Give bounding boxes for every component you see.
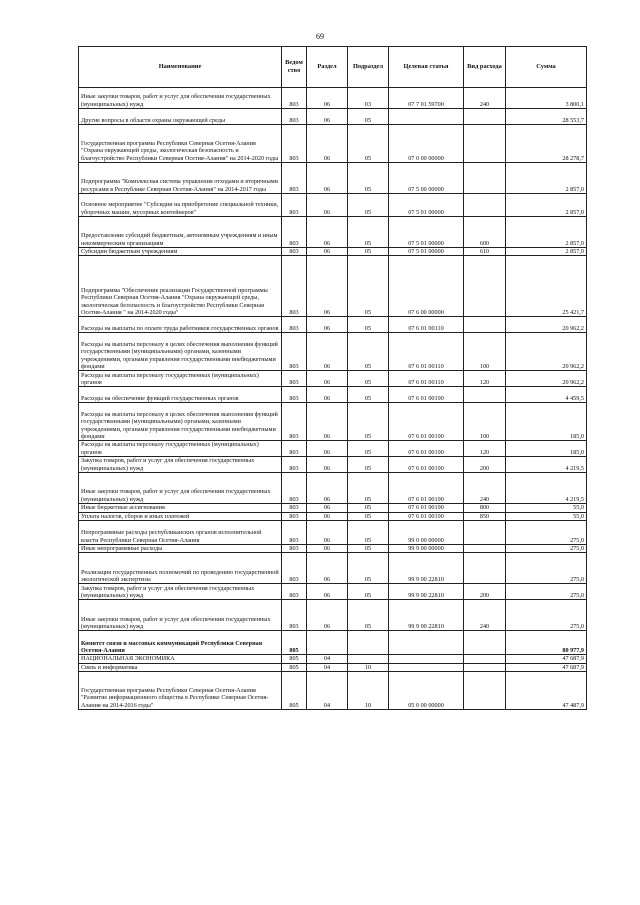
cell-vid [464,553,506,584]
cell-ved: 803 [282,457,307,473]
cell-ved: 805 [282,655,307,663]
cell-ved: 803 [282,333,307,371]
cell-razdel: 06 [307,387,348,403]
cell-podrazdel: 05 [348,521,389,545]
cell-razdel: 06 [307,584,348,600]
cell-podrazdel: 05 [348,194,389,217]
cell-cel: 07 6 01 00190 [389,403,464,441]
cell-summa: 275,0 [506,545,587,553]
cell-name: Непрограммные расходы республиканских органов исполнительной власти Республики Северная Осетия-Алания [79,521,282,545]
cell-vid [464,545,506,553]
cell-name: Закупка товаров, работ и услуг для обеспечения государственных (муниципальных) нужд [79,457,282,473]
cell-name: Связь и информатика [79,663,282,671]
cell-razdel: 06 [307,600,348,631]
cell-summa: 275,0 [506,600,587,631]
cell-name: Расходы на выплаты по оплате труда работников государственных органов [79,317,282,333]
header-name: Наименование [79,47,282,88]
cell-ved: 803 [282,194,307,217]
table-row [79,217,587,248]
cell-name: Иные бюджетные ассигнования [79,504,282,512]
cell-razdel: 06 [307,256,348,317]
cell-ved: 803 [282,163,307,194]
cell-ved: 803 [282,504,307,512]
cell-podrazdel: 03 [348,88,389,109]
cell-ved: 803 [282,387,307,403]
table-row [79,248,587,256]
cell-podrazdel: 05 [348,403,389,441]
cell-ved: 803 [282,256,307,317]
table-body [79,88,587,710]
cell-podrazdel: 05 [348,545,389,553]
cell-vid [464,521,506,545]
cell-summa: 2 857,0 [506,248,587,256]
cell-razdel: 04 [307,672,348,710]
cell-name: Расходы на выплаты персоналу государственных (муниципальных) органов [79,441,282,457]
table-row [79,504,587,512]
table-row [79,457,587,473]
table-row [79,441,587,457]
cell-summa: 55,0 [506,512,587,520]
cell-cel: 07 6 01 00190 [389,441,464,457]
cell-razdel: 06 [307,473,348,504]
cell-podrazdel: 05 [348,553,389,584]
table-row [79,663,587,671]
cell-podrazdel: 05 [348,387,389,403]
cell-podrazdel: 05 [348,256,389,317]
cell-ved: 803 [282,125,307,163]
table-row [79,655,587,663]
cell-cel: 07 6 01 00190 [389,504,464,512]
cell-name: Уплата налогов, сборов и иных платежей [79,512,282,520]
cell-name: Подпрограмма "Комплексная система управления отходами и вторичными ресурсами в Республике Северная Осетия-Алания" на 2014-2017 годы [79,163,282,194]
cell-podrazdel: 05 [348,512,389,520]
cell-razdel: 06 [307,194,348,217]
cell-cel [389,663,464,671]
cell-vid: 100 [464,403,506,441]
cell-razdel: 06 [307,545,348,553]
cell-cel: 07 5 01 00000 [389,248,464,256]
cell-ved: 803 [282,109,307,125]
cell-name: Субсидии бюджетным учреждениям [79,248,282,256]
header-podrazdel: Подраздел [348,47,389,88]
cell-vid [464,125,506,163]
cell-vid [464,672,506,710]
cell-razdel: 06 [307,217,348,248]
cell-razdel: 06 [307,371,348,387]
cell-razdel: 06 [307,441,348,457]
cell-podrazdel: 05 [348,109,389,125]
table-row [79,512,587,520]
cell-name: Государственная программа Республики Северная Осетия-Алания "Развитие информационного общества в Республике Северная Осетия-Алания на 2014-2016 годы" [79,672,282,710]
cell-cel: 07 6 01 00110 [389,333,464,371]
cell-ved: 803 [282,403,307,441]
table-row [79,256,587,317]
cell-name: Расходы на выплаты персоналу в целях обеспечения выполнения функций государственными (муниципальными) органами, казенными учреждениями, органами управления государственными внебюджетными фондами [79,403,282,441]
cell-vid [464,631,506,655]
cell-razdel: 06 [307,109,348,125]
cell-ved: 803 [282,553,307,584]
cell-podrazdel: 05 [348,217,389,248]
cell-summa: 185,0 [506,441,587,457]
cell-podrazdel: 05 [348,457,389,473]
cell-razdel: 06 [307,512,348,520]
cell-cel [389,109,464,125]
cell-cel [389,631,464,655]
cell-summa: 4 459,5 [506,387,587,403]
cell-name: Комитет связи и массовых коммуникаций Республики Северная Осетия-Алания [79,631,282,655]
cell-cel: 99 9 00 00000 [389,545,464,553]
cell-cel: 07 5 01 00000 [389,194,464,217]
cell-vid [464,194,506,217]
cell-razdel: 04 [307,655,348,663]
cell-cel [389,655,464,663]
cell-summa: 80 977,9 [506,631,587,655]
cell-podrazdel: 05 [348,473,389,504]
table-row [79,553,587,584]
cell-summa: 2 857,0 [506,217,587,248]
cell-razdel: 06 [307,457,348,473]
cell-ved: 803 [282,584,307,600]
cell-vid: 240 [464,600,506,631]
table-row [79,584,587,600]
cell-podrazdel: 05 [348,584,389,600]
cell-razdel: 06 [307,403,348,441]
cell-razdel: 06 [307,88,348,109]
cell-vid: 240 [464,88,506,109]
cell-name: Реализация государственных полномочий по проведению государственной экологической экспертизы [79,553,282,584]
cell-name: Расходы на обеспечение функций государственных органов [79,387,282,403]
cell-summa: 20 962,2 [506,371,587,387]
cell-name: Расходы на выплаты персоналу в целях обеспечения выполнения функций государственными (муниципальными) органами, казенными учреждениями, органами управления государственными внебюджетными фондами [79,333,282,371]
cell-vid [464,163,506,194]
cell-vid [464,387,506,403]
cell-summa: 185,0 [506,403,587,441]
cell-podrazdel: 05 [348,317,389,333]
cell-razdel [307,631,348,655]
cell-vid: 240 [464,473,506,504]
cell-summa: 28 553,7 [506,109,587,125]
page-number: 69 [316,32,324,41]
cell-summa: 275,0 [506,553,587,584]
cell-summa: 20 962,2 [506,317,587,333]
cell-vid: 120 [464,441,506,457]
cell-cel: 07 6 00 00000 [389,256,464,317]
table-row [79,403,587,441]
cell-podrazdel: 10 [348,672,389,710]
cell-vid: 200 [464,584,506,600]
cell-cel: 07 0 00 00000 [389,125,464,163]
cell-summa: 2 857,0 [506,163,587,194]
cell-summa: 47 487,9 [506,672,587,710]
cell-vid [464,256,506,317]
cell-ved: 803 [282,371,307,387]
cell-cel: 07 5 00 00000 [389,163,464,194]
cell-podrazdel: 05 [348,600,389,631]
cell-podrazdel [348,631,389,655]
cell-ved: 803 [282,248,307,256]
table-row [79,600,587,631]
cell-ved: 803 [282,600,307,631]
cell-name: НАЦИОНАЛЬНАЯ ЭКОНОМИКА [79,655,282,663]
cell-cel: 05 0 00 00000 [389,672,464,710]
table-row [79,109,587,125]
cell-name: Предоставление субсидий бюджетным, автономным учреждениям и иным некоммерческим организациям [79,217,282,248]
cell-cel: 07 6 01 00190 [389,473,464,504]
cell-cel: 07 5 01 00000 [389,217,464,248]
cell-razdel: 06 [307,333,348,371]
table-row [79,317,587,333]
cell-ved: 803 [282,441,307,457]
cell-vid: 200 [464,457,506,473]
cell-razdel: 06 [307,521,348,545]
cell-summa: 275,0 [506,584,587,600]
cell-name: Иные закупки товаров, работ и услуг для обеспечения государственных (муниципальных) нужд [79,88,282,109]
cell-name: Иные непрограммные расходы [79,545,282,553]
table-row [79,473,587,504]
cell-ved: 803 [282,88,307,109]
cell-cel: 07 7 01 59700 [389,88,464,109]
cell-summa: 20 962,2 [506,333,587,371]
cell-name: Другие вопросы в области охраны окружающей среды [79,109,282,125]
cell-vid: 600 [464,217,506,248]
cell-summa: 55,0 [506,504,587,512]
cell-summa: 4 219,5 [506,473,587,504]
cell-podrazdel: 05 [348,504,389,512]
cell-vid: 850 [464,512,506,520]
cell-podrazdel: 05 [348,163,389,194]
cell-vid [464,655,506,663]
table-row [79,521,587,545]
table-row [79,387,587,403]
cell-name: Подпрограмма "Обеспечение реализации Государственной программы Республики Северная Осетия-Алания "Охрана окружающей среды, экологическая безопасность и благоустройство Республики Северная Осетия-Алания " на 2014-2020 годы" [79,256,282,317]
table-row [79,125,587,163]
cell-ved: 803 [282,317,307,333]
cell-name: Иные закупки товаров, работ и услуг для обеспечения государственных (муниципальных) нужд [79,473,282,504]
cell-summa: 275,0 [506,521,587,545]
table-row [79,371,587,387]
cell-vid: 120 [464,371,506,387]
cell-cel: 99 9 00 22810 [389,553,464,584]
cell-ved: 805 [282,663,307,671]
cell-podrazdel: 05 [348,333,389,371]
cell-cel: 07 6 01 00110 [389,317,464,333]
cell-summa: 3 800,1 [506,88,587,109]
cell-ved: 803 [282,217,307,248]
cell-summa: 47 687,9 [506,655,587,663]
cell-summa: 47 687,9 [506,663,587,671]
cell-podrazdel: 10 [348,663,389,671]
cell-podrazdel [348,655,389,663]
cell-summa: 25 421,7 [506,256,587,317]
table-row [79,631,587,655]
cell-summa: 4 219,5 [506,457,587,473]
table-row [79,194,587,217]
cell-cel: 07 6 01 00110 [389,371,464,387]
cell-podrazdel: 05 [348,248,389,256]
table-row [79,163,587,194]
cell-razdel: 06 [307,125,348,163]
table-row [79,333,587,371]
header-ved: Ведом ство [282,47,307,88]
cell-name: Основное мероприятие "Субсидии на приобретение специальной техники, уборочных машин, мусорных контейнеров" [79,194,282,217]
cell-podrazdel: 05 [348,441,389,457]
cell-vid: 800 [464,504,506,512]
cell-name: Расходы на выплаты персоналу государственных (муниципальных) органов [79,371,282,387]
cell-razdel: 06 [307,553,348,584]
cell-razdel: 06 [307,248,348,256]
cell-ved: 803 [282,545,307,553]
cell-razdel: 06 [307,163,348,194]
cell-podrazdel: 05 [348,371,389,387]
header-cel: Целевая статья [389,47,464,88]
cell-ved: 805 [282,631,307,655]
cell-cel: 99 9 00 22810 [389,584,464,600]
cell-ved: 803 [282,512,307,520]
cell-vid [464,109,506,125]
header-summa: Сумма [506,47,587,88]
cell-razdel: 06 [307,504,348,512]
cell-name: Государственная программа Республики Северная Осетия-Алания "Охрана окружающей среды, экологическая безопасность и благоустройство Республики Северная Осетия-Алания" на 2014-2020 годы [79,125,282,163]
cell-cel: 99 9 00 22810 [389,600,464,631]
cell-vid: 100 [464,333,506,371]
table-row [79,545,587,553]
cell-cel: 07 6 01 00190 [389,457,464,473]
cell-vid [464,317,506,333]
table-row [79,672,587,710]
table-row [79,88,587,109]
cell-summa: 28 278,7 [506,125,587,163]
budget-table [78,46,587,710]
cell-name: Закупка товаров, работ и услуг для обеспечения государственных (муниципальных) нужд [79,584,282,600]
cell-cel: 07 6 01 00190 [389,387,464,403]
cell-razdel: 04 [307,663,348,671]
cell-podrazdel: 05 [348,125,389,163]
header-vid: Вид расхода [464,47,506,88]
cell-ved: 805 [282,672,307,710]
cell-ved: 803 [282,473,307,504]
cell-razdel: 06 [307,317,348,333]
cell-cel: 99 0 00 00000 [389,521,464,545]
cell-vid [464,663,506,671]
cell-cel: 07 6 01 00190 [389,512,464,520]
cell-ved: 803 [282,521,307,545]
cell-name: Иные закупки товаров, работ и услуг для обеспечения государственных (муниципальных) нужд [79,600,282,631]
table-header-row [79,47,587,88]
cell-summa: 2 857,0 [506,194,587,217]
header-razdel: Раздел [307,47,348,88]
cell-vid: 610 [464,248,506,256]
